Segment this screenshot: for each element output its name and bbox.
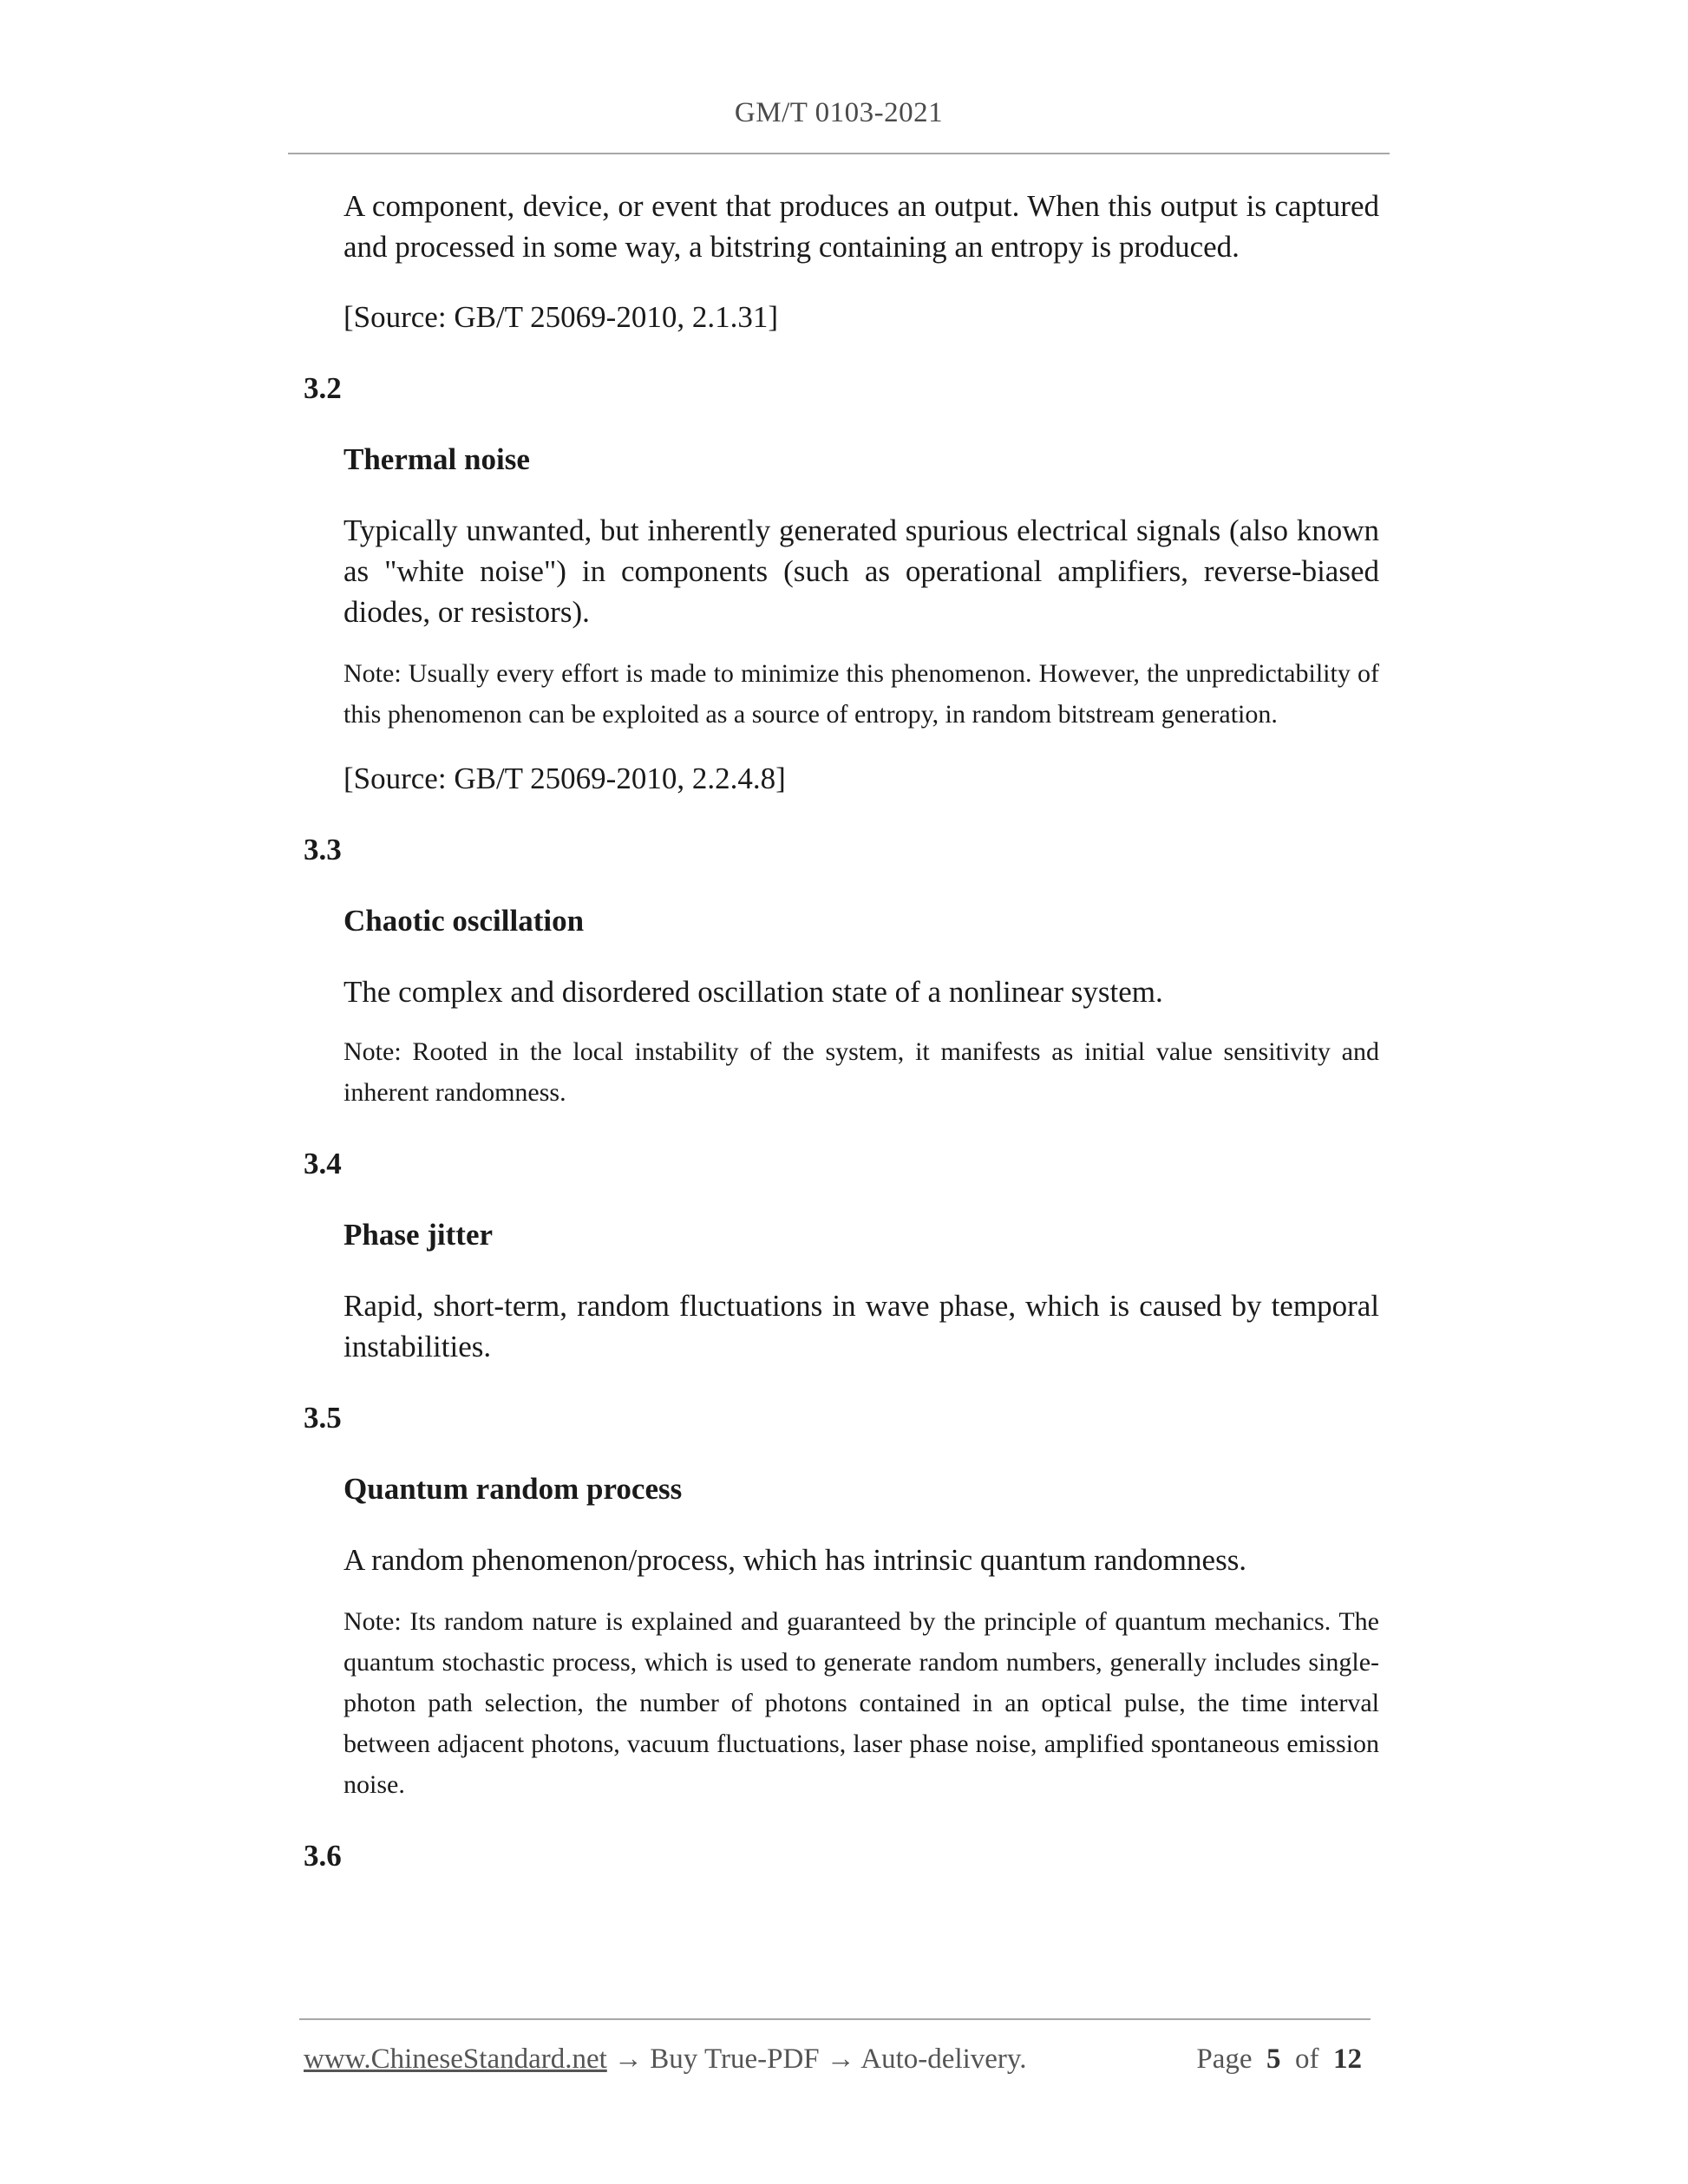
term-phase-jitter: Phase jitter: [343, 1218, 494, 1252]
note-quantum-random-process: Note: Its random nature is explained and guaranteed by the principle of quantum mechanics. The quantum stochastic process, which is used to generate random numbers, generally includes single-photon path selection, the number of photons contained in an optical pulse, the time interval between adjacent photons, vacuum fluctuations, laser phase noise, amplified spontaneous emission noise.: [343, 1607, 1379, 1799]
document-header: GM/T 0103-2021: [734, 97, 944, 128]
document-body: [304, 182, 1379, 1876]
definition-chaotic-oscillation: The complex and disordered oscillation state of a nonlinear system.: [343, 975, 1163, 1009]
definition-phase-jitter: Rapid, short-term, random fluctuations in wave phase, which is caused by temporal instabilities.: [343, 1289, 1379, 1363]
intro-definition: A component, device, or event that produces an output. When this output is captured and processed in some way, a bitstring containing an entropy is produced.: [343, 189, 1379, 264]
definition-quantum-random-process: A random phenomenon/process, which has intrinsic quantum randomness.: [343, 1543, 1247, 1577]
term-thermal-noise: Thermal noise: [343, 442, 530, 476]
of-label: of: [1295, 2043, 1319, 2075]
term-chaotic-oscillation: Chaotic oscillation: [343, 904, 585, 938]
header-divider: [288, 153, 1390, 154]
section-number-3-2: 3.2: [304, 371, 342, 405]
intro-source: [Source: GB/T 25069-2010, 2.1.31]: [343, 300, 778, 334]
page-total: 12: [1333, 2043, 1362, 2075]
section-number-3-4: 3.4: [304, 1147, 342, 1180]
section-number-3-6: 3.6: [304, 1839, 342, 1873]
note-chaotic-oscillation: Note: Rooted in the local instability of the system, it manifests as initial value sensitivity and inherent randomness.: [343, 1037, 1379, 1107]
source-thermal-noise: [Source: GB/T 25069-2010, 2.2.4.8]: [343, 762, 786, 795]
footer-divider: [299, 2018, 1371, 2020]
footer-tagline: → Buy True-PDF → Auto-delivery.: [606, 2043, 1027, 2075]
page-current: 5: [1266, 2043, 1281, 2075]
section-number-3-3: 3.3: [304, 833, 342, 866]
note-thermal-noise: Note: Usually every effort is made to minimize this phenomenon. However, the unpredictability of this phenomenon can be exploited as a source of entropy, in random bitstream generation.: [343, 659, 1379, 729]
website-link[interactable]: www.ChineseStandard.net: [304, 2043, 607, 2075]
page-indicator: [1196, 2040, 1362, 2078]
footer-promo: [304, 2040, 1027, 2078]
section-number-3-5: 3.5: [304, 1401, 342, 1435]
page-label: Page: [1196, 2043, 1253, 2075]
term-quantum-random-process: Quantum random process: [343, 1472, 683, 1506]
definition-thermal-noise: Typically unwanted, but inherently generated spurious electrical signals (also known as "white noise") in components (such as operational amplifiers, reverse-biased diodes, or resistors).: [343, 513, 1379, 629]
